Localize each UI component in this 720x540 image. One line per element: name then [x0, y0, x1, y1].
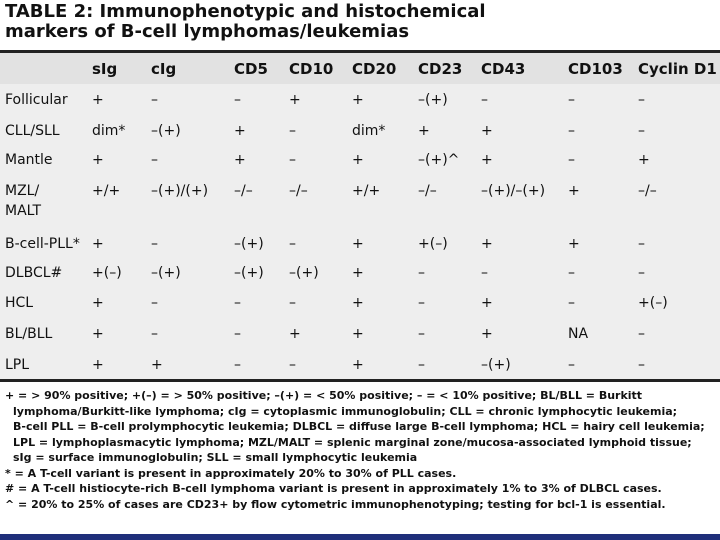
table-cell: +: [568, 183, 580, 199]
table-cell: +: [92, 236, 104, 252]
table-cell: +(–): [638, 295, 668, 311]
table-cell: +: [234, 123, 246, 139]
table-cell: +: [92, 152, 104, 168]
table-cell: –: [418, 357, 425, 373]
footnote-legend-3: B-cell PLL = B-cell prolymphocytic leukemia; DLBCL = diffuse large B-cell lymphoma; HCL = hairy cell leukemia;: [13, 420, 705, 433]
table-cell: –: [151, 92, 158, 108]
table-cell: dim*: [92, 123, 126, 139]
table-cell: –: [289, 236, 296, 252]
table-cell: +(–): [418, 236, 448, 252]
table-cell: –: [151, 152, 158, 168]
column-header-cig: cIg: [151, 60, 177, 78]
row-label: LPL: [5, 357, 30, 373]
column-header-cd5: CD5: [234, 60, 268, 78]
table-cell: +: [234, 152, 246, 168]
table-cell: –: [289, 295, 296, 311]
table-cell: –: [234, 92, 241, 108]
table-cell: +: [481, 295, 493, 311]
table-cell: –: [481, 92, 488, 108]
table-cell: +/+: [352, 183, 381, 199]
table-cell: –: [638, 92, 645, 108]
table-cell: +: [352, 92, 364, 108]
table-cell: –/–: [638, 183, 657, 199]
table-cell: +: [418, 123, 430, 139]
table-cell: –: [418, 295, 425, 311]
footnotes: [5, 388, 715, 512]
table-cell: +: [352, 236, 364, 252]
footnote-star: * = A T-cell variant is present in approximately 20% to 30% of PLL cases.: [5, 466, 457, 480]
row-label: HCL: [5, 295, 34, 311]
footnote-legend-4: LPL = lymphoplasmacytic lymphoma; MZL/MALT = splenic marginal zone/mucosa-associated lymphoid tissue;: [13, 435, 692, 449]
table-cell: –: [418, 265, 425, 281]
table-cell: +: [352, 326, 364, 342]
title-line-1: TABLE 2: Immunophenotypic and histochemical: [5, 1, 486, 22]
table-cell: –(+)/(+): [151, 183, 209, 199]
table-cell: –: [151, 326, 158, 342]
table-cell: +(–): [92, 265, 122, 281]
column-header-cd103: CD103: [568, 60, 623, 78]
table-cell: +: [481, 326, 493, 342]
table-cell: –: [568, 92, 575, 108]
table-cell: –: [234, 357, 241, 373]
table-cell: –: [568, 295, 575, 311]
column-header-cd43: CD43: [481, 60, 526, 78]
table-cell: +: [481, 236, 493, 252]
table-cell: +: [352, 152, 364, 168]
table-cell: +: [352, 265, 364, 281]
column-header-cd20: CD20: [352, 60, 397, 78]
table-cell: –: [638, 357, 645, 373]
title-line-2: markers of B-cell lymphomas/leukemias: [5, 21, 410, 42]
table-cell: –: [289, 123, 296, 139]
column-header-cd10: CD10: [289, 60, 334, 78]
table-cell: –: [289, 152, 296, 168]
table-cell: –: [638, 123, 645, 139]
footnote-legend-5: sIg = surface immunoglobulin; SLL = small lymphocytic leukemia: [13, 451, 418, 464]
column-header-cyclin-d1: Cyclin D1: [638, 60, 717, 78]
table-cell: +: [151, 357, 163, 373]
table-cell: +: [92, 92, 104, 108]
table-cell: –(+): [481, 357, 511, 373]
table-title: [5, 2, 705, 42]
table-cell: +: [481, 152, 493, 168]
table-cell: +: [638, 152, 650, 168]
table-cell: –: [638, 236, 645, 252]
table-cell: –: [568, 357, 575, 373]
table-cell: –: [418, 326, 425, 342]
table-cell: +: [352, 357, 364, 373]
table-cell: –(+): [234, 265, 264, 281]
table-cell: dim*: [352, 123, 386, 139]
row-label-continued: MALT: [5, 203, 42, 219]
table-cell: –: [638, 326, 645, 342]
table-cell: –: [568, 123, 575, 139]
table-cell: +: [352, 295, 364, 311]
row-label: MZL/: [5, 183, 40, 199]
bottom-rule: [0, 379, 720, 382]
table-cell: +: [289, 326, 301, 342]
row-label: B-cell-PLL*: [5, 236, 80, 252]
bottom-band: [0, 534, 720, 540]
table-cell: –(+)/–(+): [481, 183, 546, 199]
row-label: BL/BLL: [5, 326, 53, 342]
table-cell: –: [234, 295, 241, 311]
table-cell: –(+): [151, 265, 181, 281]
row-label: CLL/SLL: [5, 123, 60, 139]
table-cell: +: [92, 357, 104, 373]
footnote-caret: ^ = 20% to 25% of cases are CD23+ by flow cytometric immunophenotyping; testing for bcl-1 is essential.: [5, 497, 666, 511]
table-cell: +: [481, 123, 493, 139]
row-label: Mantle: [5, 152, 53, 168]
table-cell: –: [151, 295, 158, 311]
table-cell: –: [638, 265, 645, 281]
table-cell: –(+): [418, 92, 448, 108]
table-cell: –: [151, 236, 158, 252]
table-cell: –(+)^: [418, 152, 460, 168]
table-cell: +: [568, 236, 580, 252]
table-cell: –: [568, 265, 575, 281]
table-cell: NA: [568, 326, 589, 342]
footnote-hash: # = A T-cell histiocyte-rich B-cell lymphoma variant is present in approximately 1% to 3% of DLBCL cases.: [5, 482, 662, 495]
row-label: DLBCL#: [5, 265, 63, 281]
table-cell: –(+): [234, 236, 264, 252]
table-cell: –(+): [289, 265, 319, 281]
table-cell: –/–: [289, 183, 308, 199]
column-header-sig: sIg: [92, 60, 118, 78]
table-cell: +: [92, 295, 104, 311]
footnote-legend-1: + = > 90% positive; +(–) = > 50% positive; –(+) = < 50% positive; – = < 10% positive; BL/BLL = Burkitt: [5, 389, 643, 402]
table-cell: –(+): [151, 123, 181, 139]
row-label: Follicular: [5, 92, 68, 108]
table-cell: +: [92, 326, 104, 342]
table-cell: –/–: [234, 183, 253, 199]
table-cell: –: [568, 152, 575, 168]
column-header-cd23: CD23: [418, 60, 463, 78]
table-cell: +/+: [92, 183, 121, 199]
footnote-legend-2: lymphoma/Burkitt-like lymphoma; cIg = cytoplasmic immunoglobulin; CLL = chronic lymphocytic leukemia;: [13, 404, 678, 418]
table-cell: –: [289, 357, 296, 373]
table-cell: +: [289, 92, 301, 108]
table-cell: –: [481, 265, 488, 281]
table-cell: –/–: [418, 183, 437, 199]
table-cell: –: [234, 326, 241, 342]
